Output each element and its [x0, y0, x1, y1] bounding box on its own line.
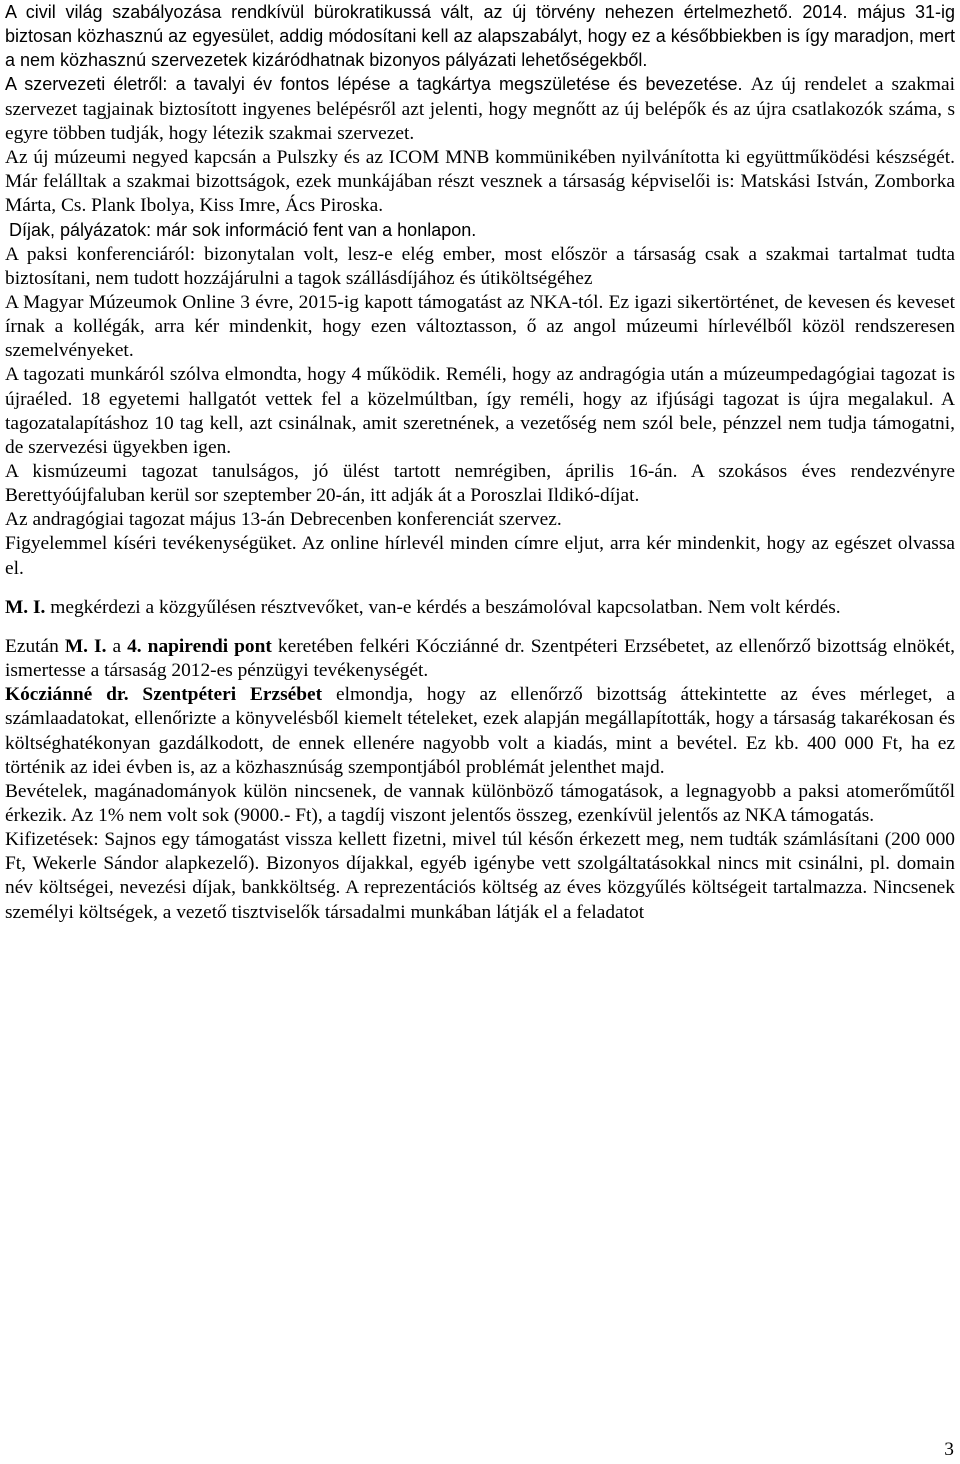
paragraph-questions	[5, 596, 955, 620]
questions-text: megkérdezi a közgyűlésen résztvevőket, van-e kérdés a beszámolóval kapcsolatban. Nem volt kérdés.	[45, 596, 841, 618]
paragraph-expenses: Kifizetések: Sajnos egy támogatást vissza kellett fizetni, mivel túl későn érkezett meg, nem tudták számlásítani (200 000 Ft, Wekerle Sándor alapkezelő). Bizonyos díjakkal, egyéb igénybe vett szolgáltatásokkal nincs mit csinálni, pl. domain név költségei, nevezési díjak, bankköltség. A reprezentációs költség az éves közgyűlés költségeit tartalmazza. Nincsenek személyi költségek, a vezető tisztviselők társadalmi munkában látják el a feladatot	[5, 829, 955, 923]
museum-district-lead: Az új múzeumi negyed kapcsán a Pulszky és az ICOM MNB kommünikében nyilvánította ki együttműködési készségét.	[5, 146, 955, 168]
agenda-text-d: keretében felkéri Kócziánné dr. Szentpéteri Erzsébetet, az ellenőrző bizottság elnökét, ismertesse a társaság 2012-es pénzügyi tevékenységét.	[5, 635, 955, 682]
agenda-text-c: a	[106, 635, 128, 657]
agenda-point: 4. napirendi pont	[127, 635, 272, 657]
spacer	[5, 581, 955, 596]
spacer	[5, 620, 955, 635]
speaker-initials: M. I.	[5, 596, 46, 618]
paragraph-income: Bevételek, magánadományok külön nincsenek, de vannak különböző támogatások, a legnagyobb a paksi atomerőműtől érkezik. Az 1% nem volt sok (9000.- Ft), a tagdíj viszont jelentős összeg, ezenkívül jelentős az NKA támogatás.	[5, 780, 955, 826]
paragraph-agenda-item	[5, 635, 955, 683]
agenda-text-a: Ezután	[5, 635, 65, 657]
paragraph-small-museum: A kismúzeumi tagozat tanulságos, jó ülést tartott nemrégiben, április 16-án. A szokásos éves rendezvényre Berettyóújfaluban kerül sor szeptember 20-án, itt adják át a Poroszlai Ildikó-díjat.	[5, 460, 955, 507]
page-number: 3	[944, 1439, 954, 1460]
museum-district-rest: Már felálltak a szakmai bizottságok, ezek munkájában részt vesznek a társaság képviselői is: Matskási István, Zomborka Márta, Cs. Plank Ibolya, Kiss Imre, Ács Piroska.	[5, 171, 955, 217]
paragraph-organization-life	[5, 72, 955, 145]
paragraph-audit-report	[5, 683, 955, 780]
paragraph-awards: Díjak, pályázatok: már sok információ fent van a honlapon.	[9, 220, 477, 241]
paragraph-museum-district	[5, 146, 955, 218]
organization-life-rest: Az új rendelet a szakmai szervezet tagjainak biztosított ingyenes belépésről azt jelenti, hogy megnőtt az új belépők és az újra csatlakozók száma, s egyre többen tudják, hogy létezik szakmai szervezet.	[5, 74, 955, 144]
paragraph-andragogy: Az andragógiai tagozat május 13-án Debrecenben konferenciát szervez.	[5, 509, 562, 531]
organization-life-lead: A szervezeti életről: a tavalyi év fontos lépése a tagkártya megszületése és bevezetése.	[5, 74, 743, 95]
audit-report-text: elmondja, hogy az ellenőrző bizottság áttekintette az éves mérleget, a számlaadatokat, ellenőrizte a könyvelésből kiemelt tételeket, ezek alapján megállapították, hogy a társaság takarékosan és költséghatékonyan gazdálkodott, de ennek ellenére nagyobb volt a kiadás, mint a bevétel. Ez kb. 400 000 Ft, ha ez történik az idei évben is, az a közhasznúság szempontjából problémát jelenthet majd.	[5, 684, 955, 778]
agenda-speaker: M. I.	[64, 635, 107, 657]
paragraph-sections: A tagozati munkáról szólva elmondta, hogy 4 működik. Reméli, hogy az andragógia után a múzeumpedagógiai tagozat is újraéled. 18 egyetemi hallgatót vettek fel a közelmúltban, így reméli, hogy az ifjúsági tagozat is újra megalakul. A tagozatalapításhoz 10 tag kell, azt csinálnak, amit szeretnének, a vezetőség nem szól bele, pénzzel nem tudja támogatni, de szervezési ügyekben igen.	[5, 364, 955, 458]
paragraph-museums-online: A Magyar Múzeumok Online 3 évre, 2015-ig kapott támogatást az NKA-tól. Ez igazi sikertörténet, de kevesen és keveset írnak a kollégák, arra kér mindenkit, hogy ezen változtasson, ő az angol múzeumi hírlevélből közöl rendszeresen szemelvényeket.	[5, 291, 955, 362]
paragraph-newsletter: Figyelemmel kíséri tevékenységüket. Az online hírlevél minden címre eljut, arra kér mindenkit, hogy az egészet olvassa el.	[5, 533, 955, 579]
paragraph-paks-conference: A paksi konferenciáról: bizonytalan volt, lesz-e elég ember, most először a társaság csak a szakmai tartalmat tudta biztosítani, nem tudott hozzájárulni a tagok szállásdíjához és útiköltségéhez	[5, 243, 955, 289]
auditor-name: Kócziánné dr. Szentpéteri Erzsébet	[5, 684, 323, 706]
paragraph-civil-law: A civil világ szabályozása rendkívül bürokratikussá vált, az új törvény nehezen értelmezhető. 2014. május 31-ig biztosan közhasznú az egyesület, addig módosítani kell az alapszabályt, hogy ez a későbbiekben is így maradjon, mert a nem közhasznú szervezetek kizáródhatnak bizonyos pályázati lehetőségekből.	[5, 2, 955, 71]
document-body	[5, 0, 955, 925]
